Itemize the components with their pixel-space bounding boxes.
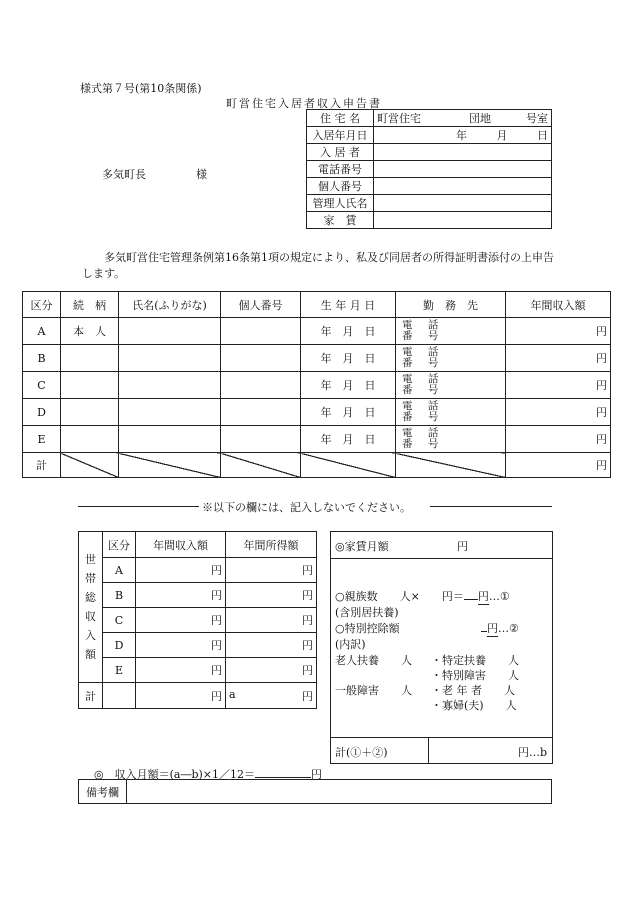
- elderly-dependents: 老人扶養 人: [335, 654, 412, 667]
- table-row: D 円 円: [79, 633, 317, 658]
- label-housing: 住 宅 名: [307, 110, 374, 127]
- dependents-note: (含別居扶養): [335, 606, 399, 619]
- total-row: 計 円: [23, 453, 611, 478]
- household-table: [22, 291, 611, 478]
- rent-deduction-box: [330, 531, 553, 764]
- cutline-right: [430, 506, 552, 507]
- table-row: B 年 月 日 電 話 番 号 円: [23, 345, 611, 372]
- label-move-in-date: 入居年月日: [307, 127, 374, 144]
- header-personal-number: 個人番号: [221, 292, 301, 318]
- dependents-line: ○親族数 人× 円＝ 円…①: [335, 590, 510, 603]
- remarks-field[interactable]: [127, 780, 552, 804]
- table-row: D 年 月 日 電 話 番 号 円: [23, 399, 611, 426]
- cutline-notice: ※以下の欄には、記入しないでください。: [202, 501, 411, 514]
- personal-number-field[interactable]: [374, 178, 552, 195]
- deduction-sum-value[interactable]: 円…b: [517, 746, 547, 759]
- table-row: C 年 月 日 電 話 番 号 円: [23, 372, 611, 399]
- table-row: E 年 月 日 電 話 番 号 円: [23, 426, 611, 453]
- label-personal-number: 個人番号: [307, 178, 374, 195]
- header-workplace: 勤 務 先: [396, 292, 506, 318]
- general-disability: 一般障害 人: [335, 684, 412, 697]
- special-disability: ・特別障害 人: [431, 669, 519, 682]
- household-income-table: [78, 531, 317, 709]
- label-phone: 電話番号: [307, 161, 374, 178]
- remarks-label: 備考欄: [79, 780, 127, 804]
- phone-field[interactable]: [374, 161, 552, 178]
- widow-count: ・寡婦(夫) 人: [431, 699, 517, 712]
- addressee-honorific: 様: [196, 168, 207, 181]
- rent-field[interactable]: [374, 212, 552, 229]
- table-row: C 円 円: [79, 608, 317, 633]
- senior-count: ・老 年 者 人: [431, 684, 515, 697]
- breakdown-label: (内訳): [335, 638, 366, 651]
- rent-row[interactable]: ◎家賃月額 円: [331, 532, 552, 559]
- income-header-annual-income: 年間収入額: [136, 532, 226, 558]
- housing-field[interactable]: 町営住宅 団地 号室: [374, 110, 552, 127]
- declaration-text: 多気町営住宅管理条例第16条第1項の規定により、私及び同居者の所得証明書添付の上申告します。: [82, 251, 554, 280]
- header-annual-income: 年間収入額: [506, 292, 611, 318]
- specific-dependents: ・特定扶養 人: [431, 654, 519, 667]
- info-table: [306, 109, 552, 229]
- label-resident: 入 居 者: [307, 144, 374, 161]
- table-row: E 円 円: [79, 658, 317, 683]
- manager-name-field[interactable]: [374, 195, 552, 212]
- label-manager-name: 管理人氏名: [307, 195, 374, 212]
- cutline-left: [78, 506, 199, 507]
- table-row: A 本 人 年 月 日 電 話 番 号 円: [23, 318, 611, 345]
- income-total-row: 計 円 a 円: [79, 683, 317, 709]
- income-header-annual-earnings: 年間所得額: [226, 532, 317, 558]
- income-header-kubun: 区分: [103, 532, 136, 558]
- header-kubun: 区分: [23, 292, 61, 318]
- move-in-date-field[interactable]: 年 月 日: [374, 127, 552, 144]
- remarks-table: [78, 779, 552, 804]
- table-row: A 円 円: [79, 558, 317, 583]
- income-side-label: 世帯総収入額: [79, 532, 103, 683]
- header-name: 氏名(ふりがな): [119, 292, 221, 318]
- addressee-name: 多気町長: [102, 168, 146, 181]
- form-number: 様式第７号(第10条関係): [80, 82, 202, 95]
- page-title: 町営住宅入居者収入申告書: [226, 97, 382, 110]
- header-birthdate: 生 年 月 日: [301, 292, 396, 318]
- special-deduction-line: ○特別控除額 円…②: [335, 622, 519, 635]
- header-relationship: 続 柄: [61, 292, 119, 318]
- resident-field[interactable]: [374, 144, 552, 161]
- monthly-income-formula: ◎ 収入月額＝(a―b)×1／12＝ 円: [94, 768, 322, 781]
- label-rent: 家 賃: [307, 212, 374, 229]
- table-row: B 円 円: [79, 583, 317, 608]
- deduction-sum-row: 計(①＋②) 円…b: [331, 737, 552, 764]
